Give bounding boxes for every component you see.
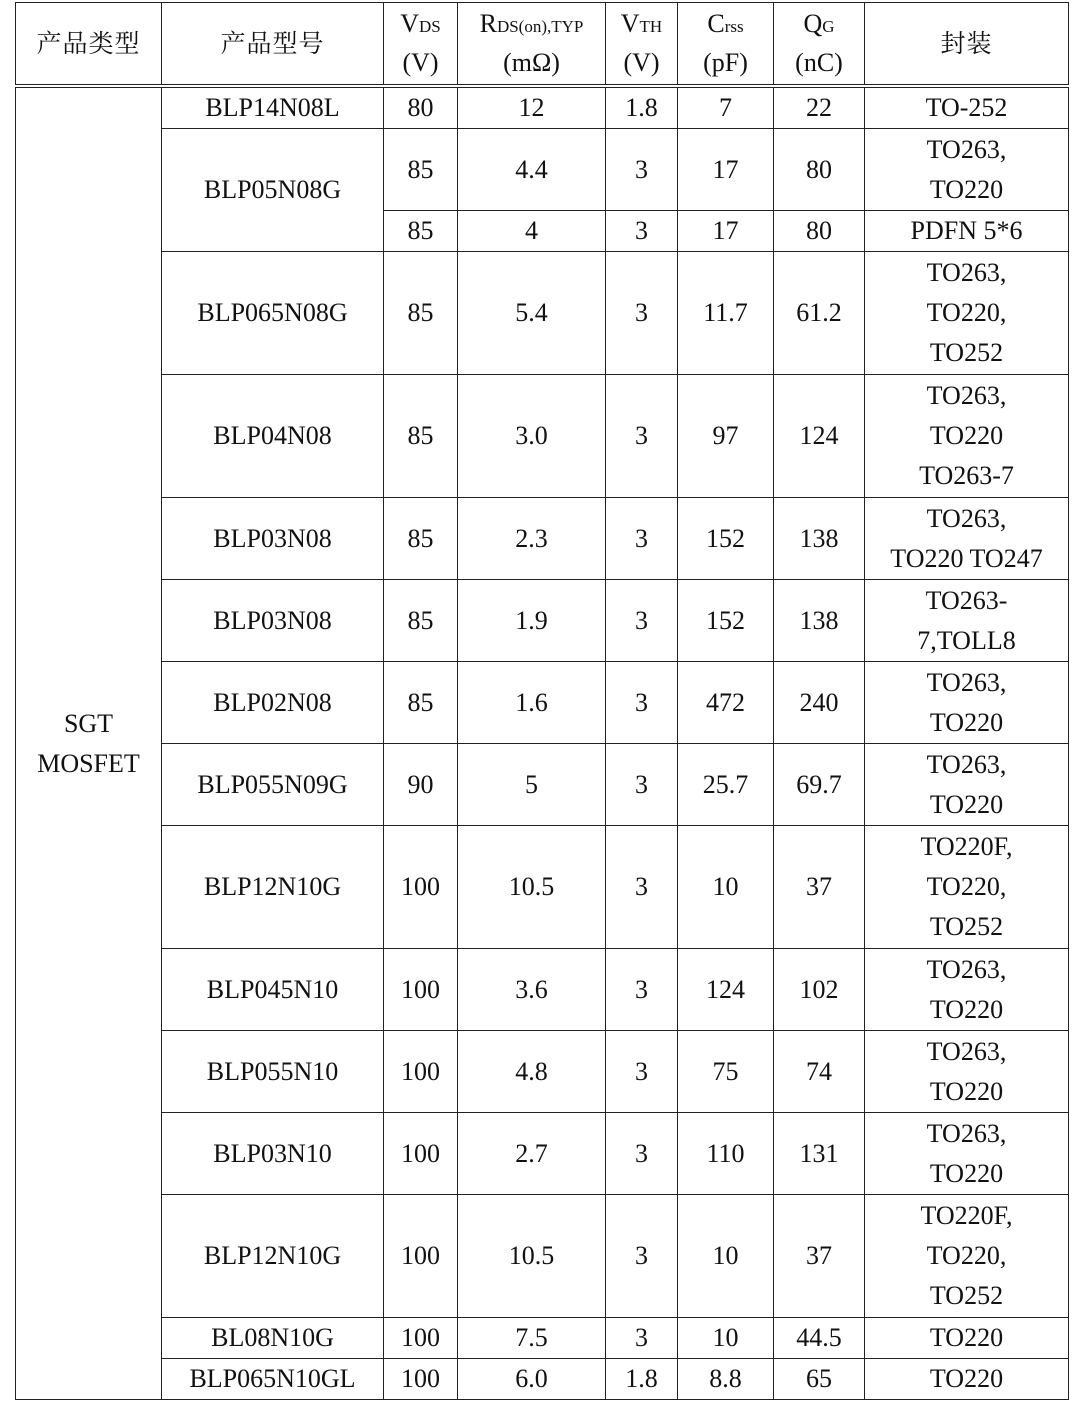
package-cell: [865, 580, 1069, 662]
package-line: TO263,: [926, 954, 1007, 984]
rds-cell: 4.8: [458, 1031, 606, 1113]
package-line: TO263,: [926, 667, 1007, 697]
rds-cell: 12: [458, 86, 606, 129]
vth-cell: 3: [606, 580, 678, 662]
vth-cell: 3: [606, 129, 678, 211]
header-package-label: 封装: [940, 28, 993, 58]
package-cell: [865, 86, 1069, 129]
package-cell: [865, 1359, 1069, 1400]
package-line: TO263-7: [919, 461, 1014, 490]
vds-cell: 85: [384, 498, 458, 580]
package-line: TO-252: [925, 93, 1008, 122]
crss-cell: 7: [678, 86, 774, 129]
vds-cell: 90: [384, 744, 458, 826]
package-line: 7,TOLL8: [917, 625, 1016, 655]
table-row: [16, 744, 1069, 826]
package-line: TO220: [929, 707, 1004, 737]
header-qg: [774, 3, 865, 87]
qg-cell: 69.7: [774, 744, 865, 826]
header-vth-sub: TH: [639, 17, 663, 36]
vds-cell: 85: [384, 375, 458, 498]
rds-cell: 2.3: [458, 498, 606, 580]
package-line: TO220: [929, 994, 1004, 1024]
model-cell: BLP03N10: [162, 1113, 384, 1195]
crss-cell: 124: [678, 949, 774, 1031]
rds-cell: 5: [458, 744, 606, 826]
model-cell: BLP045N10: [162, 949, 384, 1031]
package-line: TO220: [929, 1158, 1004, 1188]
vth-cell: 3: [606, 498, 678, 580]
crss-cell: 10: [678, 826, 774, 949]
header-rds: [458, 3, 606, 87]
qg-cell: 37: [774, 826, 865, 949]
rds-cell: 4.4: [458, 129, 606, 211]
table-row: [16, 86, 1069, 129]
vth-cell: 3: [606, 744, 678, 826]
qg-cell: 44.5: [774, 1318, 865, 1359]
package-cell: [865, 252, 1069, 375]
model-cell: BLP065N08G: [162, 252, 384, 375]
crss-cell: 25.7: [678, 744, 774, 826]
package-cell: [865, 498, 1069, 580]
package-line: TO220,: [926, 298, 1007, 327]
model-cell: BLP12N10G: [162, 1195, 384, 1318]
crss-cell: 11.7: [678, 252, 774, 375]
package-line: TO220 TO247: [890, 543, 1043, 573]
model-cell: BLP04N08: [162, 375, 384, 498]
rds-cell: 3.6: [458, 949, 606, 1031]
vth-cell: 3: [606, 1031, 678, 1113]
model-cell: BLP12N10G: [162, 826, 384, 949]
package-cell: [865, 1318, 1069, 1359]
rds-cell: 5.4: [458, 252, 606, 375]
table-body: [16, 86, 1069, 1400]
qg-cell: 65: [774, 1359, 865, 1400]
crss-cell: 110: [678, 1113, 774, 1195]
package-line: TO263,: [926, 1118, 1007, 1148]
model-cell: BLP05N08G: [162, 129, 384, 252]
rds-cell: 1.6: [458, 662, 606, 744]
qg-cell: 240: [774, 662, 865, 744]
table-row: [16, 1113, 1069, 1195]
crss-cell: 17: [678, 211, 774, 252]
package-line: TO220: [929, 1076, 1004, 1106]
table-row: [16, 1031, 1069, 1113]
rds-cell: 1.9: [458, 580, 606, 662]
package-line: PDFN 5*6: [910, 216, 1023, 245]
qg-cell: 37: [774, 1195, 865, 1318]
package-cell: [865, 375, 1069, 498]
vds-cell: 100: [384, 1359, 458, 1400]
header-vds-sub: DS: [419, 17, 441, 36]
rds-cell: 3.0: [458, 375, 606, 498]
header-rds-main: R: [479, 9, 497, 38]
vds-cell: 85: [384, 252, 458, 375]
model-cell: BLP03N08: [162, 580, 384, 662]
package-cell: [865, 129, 1069, 211]
table-row: [16, 1195, 1069, 1318]
package-line: TO263,: [926, 381, 1007, 410]
qg-cell: 138: [774, 580, 865, 662]
header-crss-main: C: [707, 9, 725, 38]
qg-cell: 131: [774, 1113, 865, 1195]
package-line: TO263-: [925, 585, 1008, 615]
model-cell: BL08N10G: [162, 1318, 384, 1359]
package-line: TO263,: [926, 1036, 1007, 1066]
rds-cell: 2.7: [458, 1113, 606, 1195]
qg-cell: 74: [774, 1031, 865, 1113]
vth-cell: 3: [606, 211, 678, 252]
qg-cell: 138: [774, 498, 865, 580]
rds-cell: 7.5: [458, 1318, 606, 1359]
table-row: [16, 375, 1069, 498]
package-line: TO220,: [926, 1241, 1007, 1270]
table-row: [16, 826, 1069, 949]
header-crss-sub: rss: [724, 17, 744, 36]
rds-cell: 10.5: [458, 826, 606, 949]
header-crss: [678, 3, 774, 87]
table-row: [16, 498, 1069, 580]
package-line: TO220: [929, 421, 1004, 450]
rds-cell: 6.0: [458, 1359, 606, 1400]
model-cell: BLP055N09G: [162, 744, 384, 826]
vds-cell: 100: [384, 1195, 458, 1318]
header-product-model-label: 产品型号: [220, 28, 325, 58]
header-product-model: [162, 3, 384, 87]
package-cell: [865, 1031, 1069, 1113]
crss-cell: 152: [678, 580, 774, 662]
vds-cell: 100: [384, 949, 458, 1031]
package-cell: [865, 949, 1069, 1031]
header-qg-sub: G: [822, 17, 835, 36]
package-line: TO252: [929, 1281, 1004, 1310]
package-cell: [865, 744, 1069, 826]
header-vds-main: V: [400, 9, 420, 38]
header-crss-unit: (pF): [703, 48, 748, 77]
vds-cell: 100: [384, 826, 458, 949]
qg-cell: 61.2: [774, 252, 865, 375]
package-line: TO263,: [926, 749, 1007, 779]
package-line: TO220F,: [920, 1201, 1013, 1230]
qg-cell: 22: [774, 86, 865, 129]
package-line: TO252: [929, 912, 1004, 941]
spec-table: [15, 2, 1069, 1400]
table-row: [16, 129, 1069, 211]
vth-cell: 3: [606, 949, 678, 1031]
header-package: [865, 3, 1069, 87]
rds-cell: 10.5: [458, 1195, 606, 1318]
vds-cell: 80: [384, 86, 458, 129]
crss-cell: 75: [678, 1031, 774, 1113]
crss-cell: 8.8: [678, 1359, 774, 1400]
package-line: TO263,: [926, 503, 1007, 533]
vds-cell: 85: [384, 129, 458, 211]
header-vth-main: V: [620, 9, 640, 38]
product-type-line: SGT: [63, 708, 114, 738]
vds-cell: 100: [384, 1318, 458, 1359]
vth-cell: 3: [606, 252, 678, 375]
model-cell: BLP02N08: [162, 662, 384, 744]
table-row: [16, 949, 1069, 1031]
vds-cell: 85: [384, 662, 458, 744]
package-line: TO263,: [926, 134, 1007, 164]
crss-cell: 97: [678, 375, 774, 498]
package-line: TO220: [929, 789, 1004, 819]
header-vth-unit: (V): [623, 48, 660, 77]
crss-cell: 152: [678, 498, 774, 580]
header-qg-main: Q: [803, 9, 823, 38]
header-rds-unit: (mΩ): [503, 48, 560, 77]
package-line: TO220F,: [920, 832, 1013, 861]
qg-cell: 124: [774, 375, 865, 498]
vth-cell: 3: [606, 375, 678, 498]
package-line: TO220: [929, 1323, 1004, 1352]
package-cell: [865, 826, 1069, 949]
vds-cell: 100: [384, 1113, 458, 1195]
table-row: [16, 662, 1069, 744]
header-vth: [606, 3, 678, 87]
model-cell: BLP03N08: [162, 498, 384, 580]
vth-cell: 3: [606, 662, 678, 744]
vds-cell: 100: [384, 1031, 458, 1113]
crss-cell: 10: [678, 1318, 774, 1359]
qg-cell: 102: [774, 949, 865, 1031]
header-rds-sub: DS(on),TYP: [496, 17, 584, 36]
package-cell: [865, 1113, 1069, 1195]
header-product-type-label: 产品类型: [36, 28, 141, 58]
table-row: [16, 580, 1069, 662]
model-cell: BLP065N10GL: [162, 1359, 384, 1400]
vth-cell: 1.8: [606, 86, 678, 129]
model-cell: BLP055N10: [162, 1031, 384, 1113]
header-row: [16, 3, 1069, 87]
package-line: TO220: [929, 174, 1004, 204]
package-line: TO252: [929, 338, 1004, 367]
qg-cell: 80: [774, 129, 865, 211]
qg-cell: 80: [774, 211, 865, 252]
vds-cell: 85: [384, 580, 458, 662]
header-product-type: [16, 3, 162, 87]
package-line: TO263,: [926, 258, 1007, 287]
crss-cell: 10: [678, 1195, 774, 1318]
package-cell: [865, 662, 1069, 744]
package-line: TO220,: [926, 872, 1007, 901]
vth-cell: 3: [606, 1318, 678, 1359]
model-cell: BLP14N08L: [162, 86, 384, 129]
product-type-line: MOSFET: [37, 748, 140, 778]
table-row: [16, 1359, 1069, 1400]
header-qg-unit: (nC): [795, 48, 843, 77]
vth-cell: 3: [606, 1113, 678, 1195]
header-vds-unit: (V): [402, 48, 439, 77]
rds-cell: 4: [458, 211, 606, 252]
package-cell: [865, 1195, 1069, 1318]
package-line: TO220: [929, 1364, 1004, 1393]
table-row: [16, 1318, 1069, 1359]
header-vds: [384, 3, 458, 87]
vth-cell: 1.8: [606, 1359, 678, 1400]
product-type-cell: [16, 86, 162, 1400]
vth-cell: 3: [606, 826, 678, 949]
vth-cell: 3: [606, 1195, 678, 1318]
crss-cell: 17: [678, 129, 774, 211]
table-row: [16, 252, 1069, 375]
vds-cell: 85: [384, 211, 458, 252]
package-cell: [865, 211, 1069, 252]
crss-cell: 472: [678, 662, 774, 744]
